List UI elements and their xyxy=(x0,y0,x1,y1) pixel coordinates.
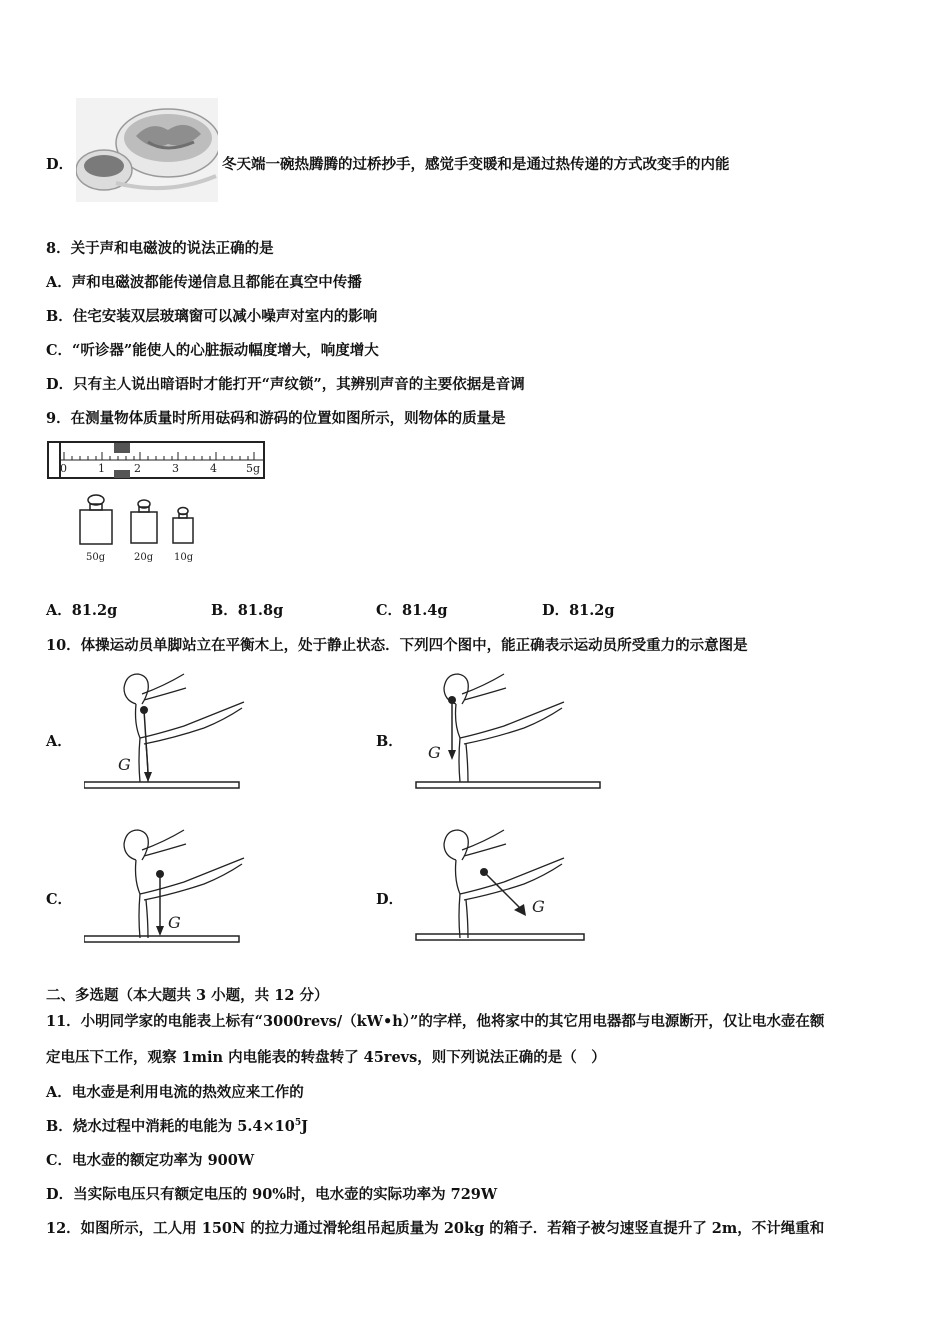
q11-option-b xyxy=(46,1115,308,1136)
q11-option-c: C．电水壶的额定功率为 900W xyxy=(46,1152,255,1169)
arrow-icon xyxy=(156,926,164,936)
scale-tick-1: 1 xyxy=(98,462,105,475)
q7-option-d-text: 冬天端一碗热腾腾的过桥抄手，感觉手变暖和是通过热传递的方式改变手的内能 xyxy=(222,156,730,173)
q12-stem: 12．如图所示，工人用 150N 的拉力通过滑轮组吊起质量为 20kg 的箱子．若箱子被匀速竖直提升了 2m，不计绳重和 xyxy=(46,1220,825,1237)
weight-20g-label: 20g xyxy=(134,552,154,563)
q10-label-d: D． xyxy=(376,891,404,908)
gymnast-figure-c xyxy=(84,820,274,950)
q11-stem-line1: 11．小明同学家的电能表上标有“3000revs/（kW•h）”的字样，他将家中的其它用电器都与电源断开，仅让电水壶在额 xyxy=(46,1013,825,1030)
gymnast-figure-a xyxy=(84,664,274,794)
arrow-icon xyxy=(514,904,526,916)
q8-option-c: C．“听诊器”能使人的心脏振动幅度增大，响度增大 xyxy=(46,342,379,359)
q7-option-d-label: D． xyxy=(46,156,74,173)
balance-scale-figure xyxy=(46,438,276,568)
weight-50g-label: 50g xyxy=(86,552,106,563)
scale-tick-3: 3 xyxy=(172,462,179,475)
arrow-icon xyxy=(144,772,152,782)
q11-option-a: A．电水壶是利用电流的热效应来工作的 xyxy=(46,1084,304,1101)
q9-option-d: D．81.2g xyxy=(542,602,615,619)
q11-option-b-exponent: 5 xyxy=(294,1118,302,1129)
q9-stem: 9．在测量物体质量时所用砝码和游码的位置如图所示，则物体的质量是 xyxy=(46,410,506,427)
force-label-g: G xyxy=(428,743,441,762)
gymnast-outline xyxy=(124,674,244,782)
weight-50g xyxy=(80,495,112,563)
q11-stem-line2: 定电压下工作，观察 1min 内电能表的转盘转了 45revs，则下列说法正确的是（ ） xyxy=(46,1049,606,1066)
q10-label-b: B． xyxy=(376,733,403,750)
q10-stem: 10．体操运动员单脚站立在平衡木上，处于静止状态．下列四个图中，能正确表示运动员所受重力的示意图是 xyxy=(46,637,748,654)
gymnast-outline xyxy=(444,674,564,782)
rider-top xyxy=(114,443,130,453)
q8-stem: 8．关于声和电磁波的说法正确的是 xyxy=(46,240,274,257)
force-label-g: G xyxy=(168,913,181,932)
q8-option-a: A．声和电磁波都能传递信息且都能在真空中传播 xyxy=(46,274,362,291)
force-label-g: G xyxy=(118,755,131,774)
scale-tick-2: 2 xyxy=(134,462,141,475)
rider-bottom xyxy=(114,470,130,478)
q11-option-d: D．当实际电压只有额定电压的 90%时，电水壶的实际功率为 729W xyxy=(46,1186,498,1203)
section-heading: 二、多选题（本大题共 3 小题，共 12 分） xyxy=(46,987,329,1004)
q9-option-b: B．81.8g xyxy=(211,602,284,619)
scale-tick-5g: 5g xyxy=(246,462,261,475)
q9-option-a: A．81.2g xyxy=(46,602,118,619)
force-label-g: G xyxy=(532,897,545,916)
scale-tick-0: 0 xyxy=(60,462,67,475)
gymnast-figure-b xyxy=(414,664,604,794)
q10-label-c: C． xyxy=(46,891,73,908)
scale-tick-4: 4 xyxy=(210,462,217,475)
q11-option-b-suffix: J xyxy=(301,1118,308,1135)
q8-option-d: D．只有主人说出暗语时才能打开“声纹锁”，其辨别声音的主要依据是音调 xyxy=(46,376,525,393)
q9-options xyxy=(46,599,646,619)
gymnast-figure-d xyxy=(414,820,604,950)
beam-scale xyxy=(48,442,264,478)
weight-10g-label: 10g xyxy=(174,552,194,563)
q10-label-a: A． xyxy=(46,733,72,750)
arrow-icon xyxy=(448,750,456,760)
q8-option-b: B．住宅安装双层玻璃窗可以减小噪声对室内的影响 xyxy=(46,308,378,325)
q9-option-c: C．81.4g xyxy=(376,602,448,619)
weight-20g xyxy=(131,500,157,563)
q11-option-b-prefix: B．烧水过程中消耗的电能为 5.4×10 xyxy=(46,1118,295,1135)
gymnast-outline xyxy=(124,830,244,938)
noodle-bowl-image xyxy=(76,98,218,202)
gymnast-outline xyxy=(444,830,564,938)
weight-10g xyxy=(173,508,194,564)
